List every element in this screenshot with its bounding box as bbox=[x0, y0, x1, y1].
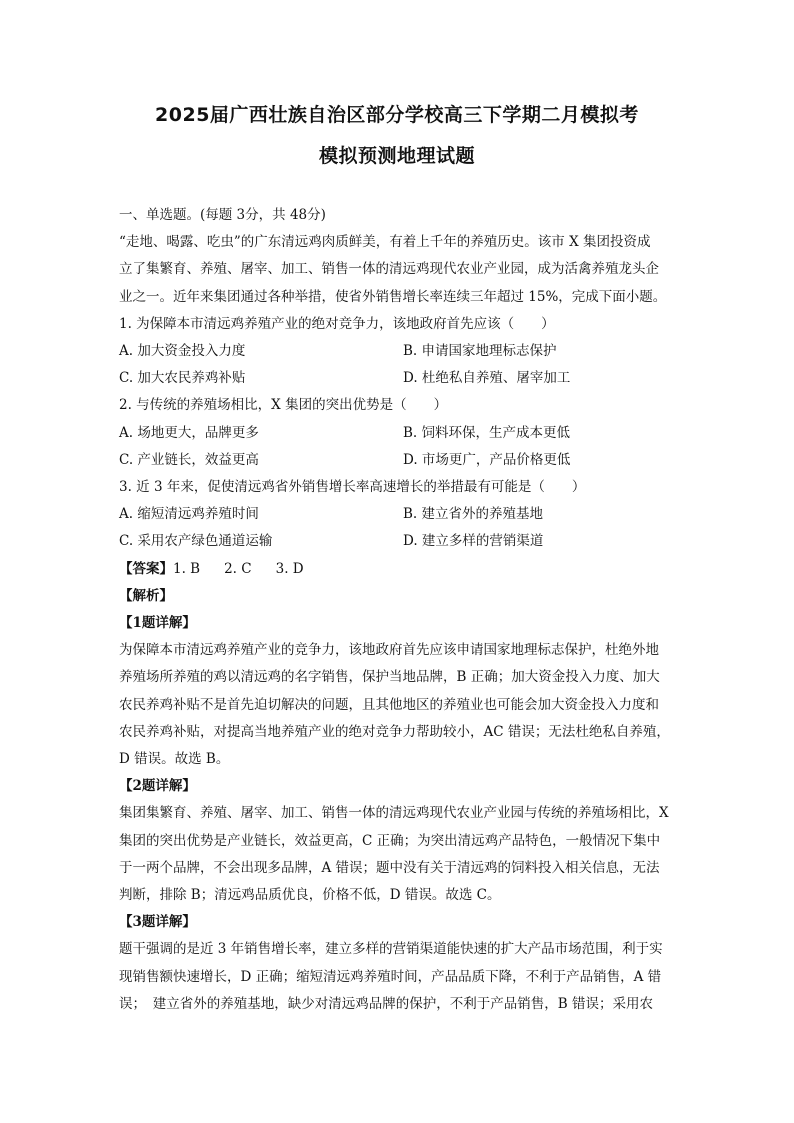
detail-line: 为保障本市清远鸡养殖产业的竞争力，该地政府首先应该申请国家地理标志保护，杜绝外地 bbox=[119, 642, 659, 659]
document-body bbox=[119, 202, 695, 1018]
detail-heading: 【3题详解】 bbox=[119, 914, 196, 931]
detail-line: 判断，排除 B；清远鸡品质优良，价格不低，D 错误。故选 C。 bbox=[119, 887, 501, 904]
section-heading: 一、单选题。(每题 3分，共 48分) bbox=[119, 207, 326, 223]
option: D. 杜绝私自养殖、屠宰加工 bbox=[403, 370, 571, 387]
option: D. 市场更广，产品价格更低 bbox=[403, 451, 571, 468]
detail-heading: 【1题详解】 bbox=[119, 615, 196, 632]
option: C. 采用农产绿色通道运输 bbox=[119, 533, 273, 550]
question-stem: 3. 近 3 年来，促使清远鸡省外销售增长率高速增长的举措最有可能是（ ） bbox=[119, 479, 586, 496]
option: A. 场地更大，品牌更多 bbox=[119, 424, 259, 441]
answer-item: 3. D bbox=[275, 560, 304, 577]
detail-line: 集团的突出优势是产业链长，效益更高，C 正确；为突出清远鸡产品特色，一般情况下集中 bbox=[119, 832, 661, 849]
option-row bbox=[119, 501, 695, 528]
option: B. 饲料环保，生产成本更低 bbox=[403, 424, 571, 441]
option: D. 建立多样的营销渠道 bbox=[403, 533, 544, 550]
detail-line: 养殖场所养殖的鸡以清远鸡的名字销售，保护当地品牌，B 正确；加大资金投入力度、加大 bbox=[119, 669, 660, 686]
detail-line: 农民养鸡补贴不是首先迫切解决的问题，且其他地区的养殖业也可能会加大资金投入力度和 bbox=[119, 696, 659, 713]
option-row bbox=[119, 365, 695, 392]
answer-label: 【答案】 bbox=[119, 560, 173, 577]
detail-line: 现销售额快速增长，D 正确；缩短清远鸡养殖时间，产品品质下降，不利于产品销售，A 错 bbox=[119, 968, 662, 985]
analysis-label: 【解析】 bbox=[119, 587, 173, 604]
option: B. 建立省外的养殖基地 bbox=[403, 506, 544, 523]
detail-line: D 错误。故选 B。 bbox=[119, 751, 230, 768]
answer-item: 2. C bbox=[224, 560, 252, 577]
passage-line: “走地、喝露、吃虫”的广东清远鸡肉质鲜美，有着上千年的养殖历史。该市 X 集团投资成 bbox=[119, 234, 651, 251]
question-stem: 2. 与传统的养殖场相比，X 集团的突出优势是（ ） bbox=[119, 397, 448, 414]
passage-line: 立了集繁育、养殖、屠宰、加工、销售一体的清远鸡现代农业产业园，成为活禽养殖龙头企 bbox=[119, 261, 659, 278]
document-title-line2: 模拟预测地理试题 bbox=[318, 145, 475, 167]
answer-item: 1. B bbox=[173, 560, 201, 577]
detail-heading: 【2题详解】 bbox=[119, 778, 196, 795]
answer-line bbox=[119, 556, 695, 583]
passage-line: 业之一。近年来集团通过各种举措，使省外销售增长率连续三年超过 15%，完成下面小题。 bbox=[119, 288, 667, 305]
option: B. 申请国家地理标志保护 bbox=[403, 343, 557, 360]
question-stem: 1. 为保障本市清远鸡养殖产业的绝对竞争力，该地政府首先应该（ ） bbox=[119, 315, 555, 332]
detail-line: 于一两个品牌，不会出现多品牌，A 错误；题中没有关于清远鸡的饲料投入相关信息，无法 bbox=[119, 859, 660, 876]
detail-line: 农民养鸡补贴，对提高当地养殖产业的绝对竞争力帮助较小，AC 错误；无法杜绝私自养殖， bbox=[119, 723, 670, 740]
option: A. 加大资金投入力度 bbox=[119, 343, 246, 360]
option-row bbox=[119, 338, 695, 365]
option-row bbox=[119, 447, 695, 474]
detail-line: 误； 建立省外的养殖基地，缺少对清远鸡品牌的保护，不利于产品销售，B 错误；采用农 bbox=[119, 995, 653, 1012]
detail-line: 集团集繁育、养殖、屠宰、加工、销售一体的清远鸡现代农业产业园与传统的养殖场相比，X bbox=[119, 805, 669, 822]
document-title-line1: 2025届广西壮族自治区部分学校高三下学期二月模拟考 bbox=[155, 104, 639, 126]
option-row bbox=[119, 420, 695, 447]
option: A. 缩短清远鸡养殖时间 bbox=[119, 506, 259, 523]
detail-line: 题干强调的是近 3 年销售增长率，建立多样的营销渠道能快速的扩大产品市场范围，利于实 bbox=[119, 941, 663, 958]
option: C. 加大农民养鸡补贴 bbox=[119, 370, 246, 387]
option: C. 产业链长，效益更高 bbox=[119, 451, 259, 468]
option-row bbox=[119, 528, 695, 555]
